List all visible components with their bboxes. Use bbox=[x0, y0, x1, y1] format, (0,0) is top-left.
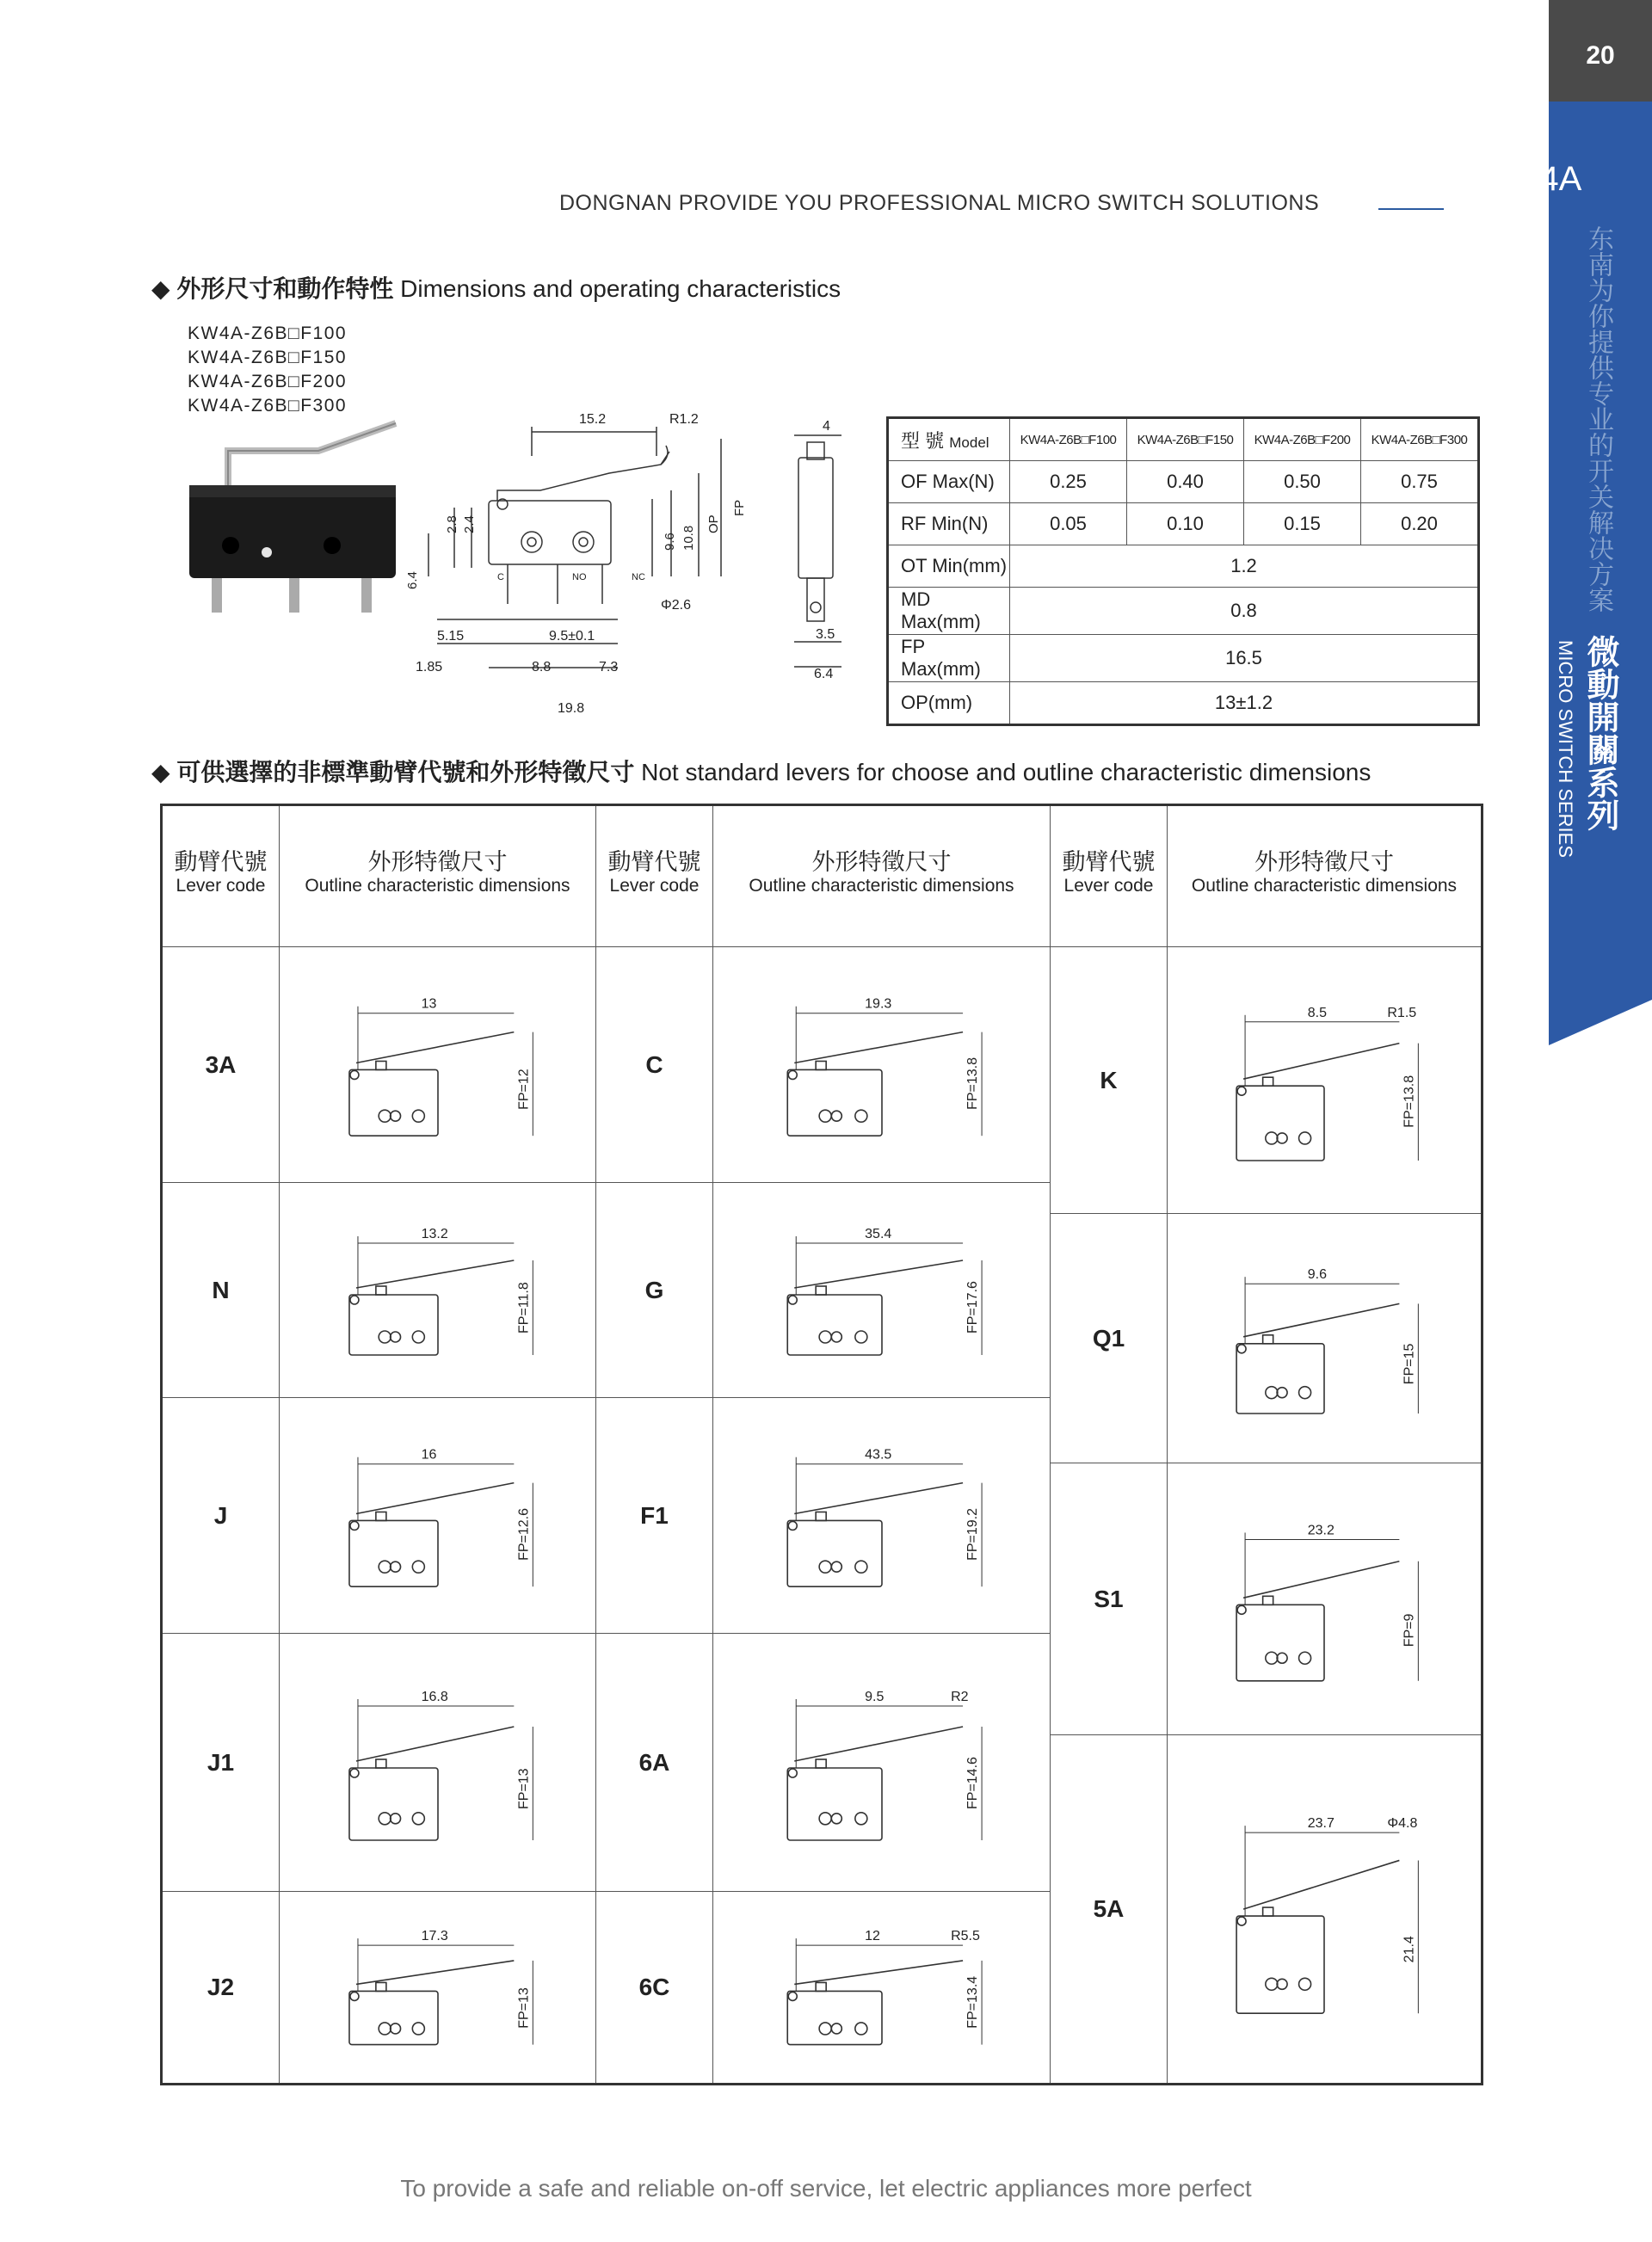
lever-drawing-cell bbox=[280, 1398, 596, 1634]
svg-text:C: C bbox=[497, 572, 504, 582]
lever-extra-dim: R5.5 bbox=[951, 1929, 980, 1944]
spec-model: KW4A-Z6B□F300 bbox=[1361, 418, 1479, 461]
lever-dimension: 9.5 bbox=[865, 1690, 885, 1704]
lever-code: J1 bbox=[206, 1748, 235, 1776]
lever-code-cell bbox=[596, 1183, 713, 1398]
spec-cell: 0.15 bbox=[1244, 503, 1361, 545]
svg-text:OP: OP bbox=[706, 514, 721, 533]
lever-code: Q1 bbox=[1092, 1324, 1125, 1352]
section-levers-heading bbox=[151, 754, 1371, 788]
header-code-en: Lever code bbox=[176, 876, 266, 896]
spec-row bbox=[888, 588, 1479, 635]
spec-header-label bbox=[888, 418, 1010, 461]
lever-fp: 21.4 bbox=[1402, 1936, 1417, 1963]
lever-drawing-cell bbox=[713, 1892, 1051, 2083]
lever-drawing bbox=[280, 1183, 596, 1398]
lever-dimension: 12 bbox=[865, 1929, 880, 1944]
svg-text:NC: NC bbox=[632, 572, 645, 582]
lever-drawing-cell bbox=[713, 947, 1051, 1183]
lever-code: J bbox=[213, 1501, 228, 1529]
lever-drawing bbox=[1168, 1463, 1481, 1735]
lever-code-cell bbox=[596, 1634, 713, 1892]
lever-drawing bbox=[713, 1634, 1051, 1892]
lever-dimension: 23.2 bbox=[1307, 1523, 1335, 1538]
lever-drawing-cell bbox=[1168, 1214, 1481, 1463]
header-lever-code bbox=[596, 806, 713, 947]
lever-code-cell bbox=[596, 1892, 713, 2083]
lever-code-cell bbox=[163, 1892, 280, 2083]
lever-extra-dim: Φ4.8 bbox=[1387, 1816, 1418, 1832]
spec-cell: 1.2 bbox=[1010, 545, 1479, 588]
spec-row bbox=[888, 461, 1479, 503]
lever-code: N bbox=[212, 1276, 230, 1303]
lever-fp: FP=12.6 bbox=[516, 1507, 532, 1561]
header-code-cn: 動臂代號 bbox=[1062, 849, 1156, 875]
lever-code-cell bbox=[1051, 947, 1168, 1214]
lever-code-cell bbox=[1051, 1214, 1168, 1463]
lever-code-cell bbox=[596, 1398, 713, 1634]
header-dims-en: Outline characteristic dimensions bbox=[1191, 876, 1458, 896]
tagline-rule bbox=[1378, 208, 1444, 210]
lever-drawing-cell bbox=[1168, 1463, 1481, 1735]
lever-dimension: 8.5 bbox=[1307, 1005, 1327, 1020]
lever-dimension: 9.6 bbox=[1307, 1267, 1327, 1283]
header-lever-code bbox=[163, 806, 280, 947]
lever-dimension: 23.7 bbox=[1307, 1816, 1335, 1832]
header-outline-dims bbox=[713, 806, 1051, 947]
vertical-series-en: MICRO SWITCH SERIES bbox=[1555, 640, 1576, 859]
model-item: KW4A-Z6B□F100 bbox=[188, 323, 348, 343]
header-dims-en: Outline characteristic dimensions bbox=[749, 876, 1014, 896]
lever-code: 6A bbox=[638, 1748, 670, 1776]
lever-dimension: 16.8 bbox=[421, 1690, 448, 1704]
header-code-cn: 動臂代號 bbox=[607, 849, 701, 875]
lever-dimension: 43.5 bbox=[865, 1447, 892, 1463]
spec-row-label: OP(mm) bbox=[888, 682, 1010, 725]
svg-text:19.8: 19.8 bbox=[558, 701, 585, 716]
header-dims-en: Outline characteristic dimensions bbox=[305, 876, 570, 896]
spec-row bbox=[888, 635, 1479, 682]
lever-grid bbox=[160, 804, 1483, 2085]
svg-text:9.6: 9.6 bbox=[663, 533, 677, 551]
spec-cell: 0.50 bbox=[1244, 461, 1361, 503]
spec-table bbox=[886, 416, 1480, 726]
model-item: KW4A-Z6B□F300 bbox=[188, 396, 348, 416]
lever-drawing bbox=[713, 947, 1051, 1183]
diamond-icon: ◆ bbox=[151, 759, 170, 785]
section-title-en: Not standard levers for choose and outline characteristic dimensions bbox=[641, 759, 1372, 785]
svg-text:9.5±0.1: 9.5±0.1 bbox=[549, 629, 595, 644]
lever-code-cell bbox=[163, 1634, 280, 1892]
section-dimensions-heading bbox=[151, 270, 841, 305]
lever-drawing-cell bbox=[713, 1398, 1051, 1634]
lever-drawing bbox=[713, 1183, 1051, 1398]
lever-drawing bbox=[280, 1892, 596, 2083]
svg-text:10.8: 10.8 bbox=[681, 525, 696, 551]
lever-drawing-cell bbox=[280, 1183, 596, 1398]
lever-fp: FP=9 bbox=[1402, 1613, 1417, 1648]
lever-fp: FP=13.8 bbox=[965, 1056, 981, 1110]
lever-dimension: 19.3 bbox=[865, 996, 892, 1012]
footer-slogan: To provide a safe and reliable on-off service, let electric appliances more perfect bbox=[400, 2175, 1252, 2202]
lever-drawing-cell bbox=[1168, 1735, 1481, 2083]
svg-text:15.2: 15.2 bbox=[579, 412, 607, 427]
lever-drawing bbox=[1168, 1214, 1481, 1463]
svg-text:8.8: 8.8 bbox=[532, 660, 552, 674]
svg-text:Φ2.6: Φ2.6 bbox=[661, 598, 692, 613]
lever-code-cell bbox=[163, 1183, 280, 1398]
lever-dimension: 17.3 bbox=[421, 1929, 448, 1944]
lever-drawing bbox=[713, 1892, 1051, 2083]
spec-cell: 0.20 bbox=[1361, 503, 1479, 545]
lever-drawing-cell bbox=[280, 1634, 596, 1892]
svg-text:1.85: 1.85 bbox=[416, 660, 443, 674]
header-outline-dims bbox=[280, 806, 596, 947]
svg-text:NO: NO bbox=[572, 572, 587, 582]
header-code-en: Lever code bbox=[1063, 876, 1154, 896]
lever-code: 3A bbox=[205, 1050, 237, 1078]
header-dims-cn: 外形特徵尺寸 bbox=[1254, 849, 1394, 875]
spec-row bbox=[888, 545, 1479, 588]
lever-code-cell bbox=[596, 947, 713, 1183]
svg-text:6.4: 6.4 bbox=[814, 667, 834, 681]
spec-cell: 0.05 bbox=[1010, 503, 1127, 545]
svg-text:5.15: 5.15 bbox=[437, 629, 465, 644]
main-dimension-drawing bbox=[403, 404, 885, 723]
lever-fp: FP=13.8 bbox=[1402, 1075, 1417, 1128]
spec-row-label: FP Max(mm) bbox=[888, 635, 1010, 682]
lever-code-cell bbox=[1051, 1463, 1168, 1735]
lever-dimension: 35.4 bbox=[865, 1227, 892, 1241]
spec-row-label: RF Min(N) bbox=[888, 503, 1010, 545]
lever-code: K bbox=[1100, 1066, 1118, 1093]
lever-drawing-cell bbox=[713, 1183, 1051, 1398]
lever-fp: FP=15 bbox=[1402, 1343, 1417, 1385]
spec-cell: 0.8 bbox=[1010, 588, 1479, 635]
spec-cell: 0.40 bbox=[1127, 461, 1244, 503]
lever-drawing-cell bbox=[280, 947, 596, 1183]
lever-drawing bbox=[280, 1398, 596, 1634]
lever-dimension: 13 bbox=[421, 996, 437, 1012]
page-number: 20 bbox=[1586, 41, 1615, 70]
lever-code: J2 bbox=[206, 1974, 235, 2000]
spec-row bbox=[888, 503, 1479, 545]
lever-dimension: 13.2 bbox=[421, 1227, 448, 1241]
header-outline-dims bbox=[1168, 806, 1481, 947]
svg-text:FP: FP bbox=[732, 499, 747, 516]
header-dims-cn: 外形特徵尺寸 bbox=[367, 849, 508, 875]
diamond-icon: ◆ bbox=[151, 275, 170, 302]
spec-model: KW4A-Z6B□F100 bbox=[1010, 418, 1127, 461]
section-title-en: Dimensions and operating characteristics bbox=[400, 275, 841, 302]
model-list bbox=[188, 322, 347, 418]
spec-cell: 0.75 bbox=[1361, 461, 1479, 503]
lever-code: C bbox=[645, 1050, 663, 1078]
section-title-cn: 可供選擇的非標準動臂代號和外形特徵尺寸 bbox=[176, 758, 635, 786]
lever-code: 6C bbox=[638, 1974, 670, 2000]
spec-row-label: OF Max(N) bbox=[888, 461, 1010, 503]
lever-extra-dim: R1.5 bbox=[1387, 1005, 1417, 1020]
lever-fp: FP=13.4 bbox=[965, 1975, 981, 2029]
spec-row-label: MD Max(mm) bbox=[888, 588, 1010, 635]
spec-cell: 13±1.2 bbox=[1010, 682, 1479, 725]
lever-code-cell bbox=[163, 947, 280, 1183]
spec-header-cn: 型 號 bbox=[901, 429, 945, 452]
lever-fp: FP=14.6 bbox=[965, 1757, 981, 1809]
lever-fp: FP=17.6 bbox=[965, 1281, 981, 1333]
vertical-series-cn: 微動開關系列 bbox=[1581, 635, 1618, 831]
svg-text:6.4: 6.4 bbox=[405, 571, 420, 589]
lever-drawing bbox=[280, 947, 596, 1183]
lever-code: G bbox=[644, 1276, 664, 1303]
spec-row bbox=[888, 682, 1479, 725]
lever-drawing-cell bbox=[280, 1892, 596, 2083]
lever-code: F1 bbox=[640, 1501, 669, 1529]
lever-extra-dim: R2 bbox=[951, 1690, 969, 1704]
header-dims-cn: 外形特徵尺寸 bbox=[811, 849, 952, 875]
svg-text:R1.2: R1.2 bbox=[669, 412, 699, 427]
tagline: DONGNAN PROVIDE YOU PROFESSIONAL MICRO SWITCH SOLUTIONS bbox=[559, 191, 1320, 215]
svg-text:7.3: 7.3 bbox=[599, 660, 619, 674]
spec-cell: 16.5 bbox=[1010, 635, 1479, 682]
lever-code-cell bbox=[1051, 1735, 1168, 2083]
lever-drawing-cell bbox=[1168, 947, 1481, 1214]
lever-code: 5A bbox=[1093, 1895, 1125, 1922]
svg-text:4: 4 bbox=[823, 419, 830, 434]
vertical-slogan: 东南为你提供专业的开关解决方案 bbox=[1584, 225, 1612, 613]
header-code-en: Lever code bbox=[609, 876, 700, 896]
svg-text:2.8: 2.8 bbox=[445, 515, 459, 533]
lever-fp: FP=13 bbox=[516, 1768, 532, 1809]
lever-drawing bbox=[1168, 947, 1481, 1214]
header-lever-code bbox=[1051, 806, 1168, 947]
lever-drawing bbox=[280, 1634, 596, 1892]
svg-text:2.4: 2.4 bbox=[462, 515, 477, 533]
model-item: KW4A-Z6B□F150 bbox=[188, 348, 348, 367]
product-photo bbox=[181, 416, 404, 631]
spec-model: KW4A-Z6B□F200 bbox=[1244, 418, 1361, 461]
lever-fp: FP=11.8 bbox=[516, 1282, 532, 1333]
spec-header-en: Model bbox=[949, 434, 989, 451]
model-tag: KW4A bbox=[1484, 160, 1582, 198]
spec-cell: 0.10 bbox=[1127, 503, 1244, 545]
section-title-cn: 外形尺寸和動作特性 bbox=[176, 274, 394, 303]
lever-fp: FP=12 bbox=[516, 1069, 532, 1110]
spec-model: KW4A-Z6B□F150 bbox=[1127, 418, 1244, 461]
lever-fp: FP=19.2 bbox=[965, 1507, 981, 1561]
lever-fp: FP=13 bbox=[516, 1987, 532, 2029]
lever-code: S1 bbox=[1094, 1585, 1124, 1612]
lever-dimension: 16 bbox=[421, 1447, 437, 1463]
spec-cell: 0.25 bbox=[1010, 461, 1127, 503]
header-code-cn: 動臂代號 bbox=[174, 849, 268, 875]
lever-drawing bbox=[1168, 1735, 1481, 2083]
lever-code-cell bbox=[163, 1398, 280, 1634]
spec-header-row bbox=[888, 418, 1479, 461]
model-item: KW4A-Z6B□F200 bbox=[188, 372, 348, 391]
spec-row-label: OT Min(mm) bbox=[888, 545, 1010, 588]
lever-drawing-cell bbox=[713, 1634, 1051, 1892]
svg-text:3.5: 3.5 bbox=[816, 627, 835, 642]
lever-drawing bbox=[713, 1398, 1051, 1634]
